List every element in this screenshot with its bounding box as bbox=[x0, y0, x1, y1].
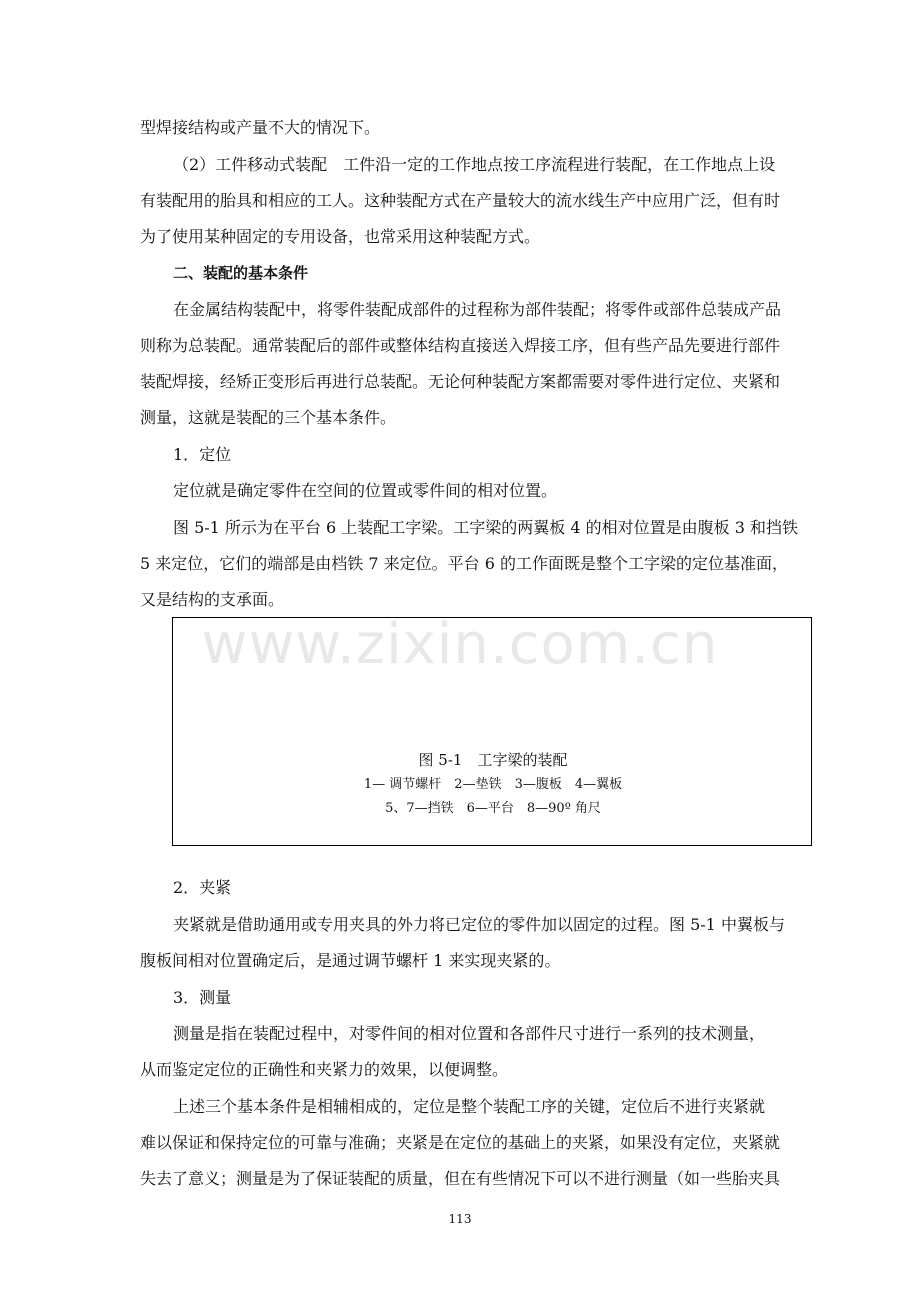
paragraph-line: 5 来定位，它们的端部是由档铁 7 来定位。平台 6 的工作面既是整个工字梁的定位基准面， bbox=[140, 554, 788, 573]
paragraph-line: 型焊接结构或产量不大的情况下。 bbox=[140, 118, 381, 137]
paragraph-line: 从而鉴定定位的正确性和夹紧力的效果，以便调整。 bbox=[140, 1060, 509, 1079]
figure-caption: 图 5-1 工字梁的装配 bbox=[418, 751, 568, 769]
section-heading: 二、装配的基本条件 bbox=[173, 264, 309, 282]
page-number: 113 bbox=[448, 1212, 472, 1226]
paragraph-line: （2）工件移动式装配 工件沿一定的工作地点按工序流程进行装配，在工作地点上设 bbox=[173, 155, 776, 174]
paragraph-line: 夹紧就是借助通用或专用夹具的外力将已定位的零件加以固定的过程。图 5-1 中翼板与 bbox=[173, 915, 785, 934]
subheading: 2．夹紧 bbox=[173, 878, 232, 897]
figure-legend-line: 5、7—挡铁 6—平台 8—90º 角尺 bbox=[385, 801, 601, 816]
figure-legend-line: 1— 调节螺杆 2—垫铁 3—腹板 4—翼板 bbox=[363, 777, 623, 792]
paragraph-line: 图 5-1 所示为在平台 6 上装配工字梁。工字梁的两翼板 4 的相对位置是由腹板 3 和挡铁 bbox=[173, 518, 798, 537]
paragraph-line: 装配焊接，经矫正变形后再进行总装配。无论何种装配方案都需要对零件进行定位、夹紧和 bbox=[140, 372, 781, 391]
paragraph-line: 为了使用某种固定的专用设备，也常采用这种装配方式。 bbox=[140, 227, 541, 246]
paragraph-line: 又是结构的支承面。 bbox=[140, 590, 285, 609]
paragraph-line: 失去了意义；测量是为了保证装配的质量，但在有些情况下可以不进行测量（如一些胎夹具 bbox=[140, 1169, 781, 1188]
paragraph-line: 难以保证和保持定位的可靠与准确；夹紧是在定位的基础上的夹紧，如果没有定位，夹紧就 bbox=[140, 1133, 781, 1152]
paragraph-line: 测量，这就是装配的三个基本条件。 bbox=[140, 408, 397, 427]
paragraph-line: 上述三个基本条件是相辅相成的，定位是整个装配工序的关键，定位后不进行夹紧就 bbox=[173, 1097, 766, 1116]
subheading: 3．测量 bbox=[173, 988, 232, 1007]
paragraph-line: 腹板间相对位置确定后，是通过调节螺杆 1 来实现夹紧的。 bbox=[140, 951, 561, 970]
watermark: www.zixin.com.cn bbox=[201, 612, 719, 677]
paragraph-line: 测量是指在装配过程中，对零件间的相对位置和各部件尺寸进行一系列的技术测量， bbox=[173, 1024, 766, 1043]
paragraph-line: 在金属结构装配中，将零件装配成部件的过程称为部件装配；将零件或部件总装成产品 bbox=[173, 300, 782, 319]
paragraph-line: 定位就是确定零件在空间的位置或零件间的相对位置。 bbox=[173, 481, 558, 500]
paragraph-line: 有装配用的胎具和相应的工人。这种装配方式在产量较大的流水线生产中应用广泛，但有时 bbox=[140, 191, 781, 210]
paragraph-line: 则称为总装配。通常装配后的部件或整体结构直接送入焊接工序，但有些产品先要进行部件 bbox=[140, 336, 781, 355]
subheading: 1．定位 bbox=[173, 445, 232, 464]
